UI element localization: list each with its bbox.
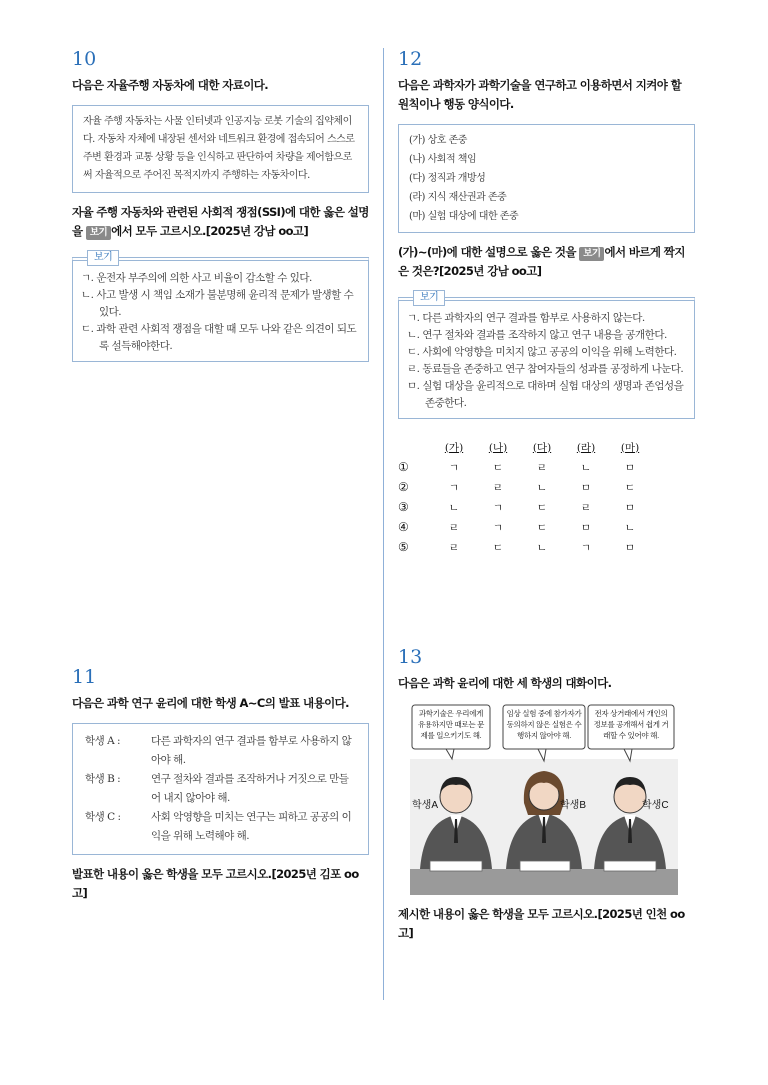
student-name: 학생 B : [85, 773, 121, 785]
choice-number: ④ [398, 520, 409, 534]
choice-cell: ㅁ [624, 501, 636, 514]
option-item: ㄴ. 사고 발생 시 책임 소재가 불분명해 윤리적 문제가 발생할 수 있다. [81, 289, 354, 318]
choice-cell: ㄹ [536, 461, 548, 474]
answer-header: (나) [488, 441, 508, 454]
question-number: 10 [72, 48, 97, 70]
choice-cell: ㅁ [580, 521, 592, 534]
option-item: ㄱ. 다른 과학자의 연구 결과를 함부로 사용하지 않는다. [407, 312, 645, 324]
option-item: ㄹ. 동료들을 존중하고 연구 참여자들의 성과를 공정하게 나눈다. [407, 363, 684, 375]
label-student-b: 학생B [560, 800, 586, 811]
question-text [72, 865, 369, 903]
choice-cell: ㅁ [580, 481, 592, 494]
left-column [72, 48, 369, 372]
students-cartoon [410, 703, 678, 895]
bogi-label: 보기 [87, 250, 119, 266]
choice-cell: ㄹ [448, 521, 460, 534]
choice-cell: ㄴ [536, 541, 548, 554]
option-item: ㅁ. 실험 대상을 윤리적으로 대하며 실험 대상의 생명과 존엄성을 존중한다. [407, 380, 684, 409]
choice-cell: ㄱ [580, 541, 592, 554]
answer-choice[interactable] [398, 477, 652, 497]
question-12 [398, 48, 695, 557]
choice-cell: ㄹ [448, 541, 460, 554]
answer-header: (라) [576, 441, 596, 454]
choice-cell: ㄴ [580, 461, 592, 474]
student-statement [85, 808, 358, 846]
choice-cell: ㄷ [624, 481, 636, 494]
source-label: [2025년 인천 oo고] [398, 907, 685, 940]
choice-cell: ㄱ [492, 501, 504, 514]
question-text-pre: 자율 주행 자동차와 관련된 사회적 쟁점(SSI)에 대한 옳은 설명을 [72, 205, 369, 238]
source-label: [2025년 김포 oo고] [72, 867, 359, 900]
bogi-box [72, 252, 369, 362]
question-text-post: 에서 모두 고르시오. [111, 224, 206, 238]
choice-cell: ㄱ [492, 521, 504, 534]
answer-header: (다) [532, 441, 552, 454]
choice-cell: ㄷ [492, 461, 504, 474]
choice-cell: ㄱ [448, 461, 460, 474]
option-item: ㄷ. 사회에 악영향을 미치지 않고 공공의 이익을 위해 노력한다. [407, 346, 677, 358]
answer-choice[interactable] [398, 497, 652, 517]
student-text: 연구 절차와 결과를 조작하거나 거짓으로 만들어 내지 않아야 해. [151, 773, 349, 804]
choice-cell: ㄴ [536, 481, 548, 494]
option-item: ㄴ. 연구 절차와 결과를 조작하지 않고 연구 내용을 공개한다. [407, 329, 667, 341]
question-prompt: 다음은 과학 연구 윤리에 대한 학생 A~C의 발표 내용이다. [72, 696, 349, 710]
label-student-a: 학생A [412, 800, 438, 811]
question-prompt: 다음은 과학 윤리에 대한 세 학생의 대화이다. [398, 676, 612, 690]
speech-bubble-a: 과학기술은 우리에게 유용하지만 때로는 문제를 일으키기도 해. [417, 709, 485, 740]
question-prompt: 다음은 자율주행 자동차에 대한 자료이다. [72, 78, 269, 92]
answer-header-row [398, 437, 652, 457]
student-text: 다른 과학자의 연구 결과를 함부로 사용하지 않아야 해. [151, 735, 352, 766]
principles-box [398, 124, 695, 233]
question-text [398, 905, 695, 943]
bogi-tag: 보기 [579, 247, 604, 261]
principle-item: (다) 정직과 개방성 [409, 173, 486, 184]
principle-item: (나) 사회적 책임 [409, 154, 477, 165]
question-text-body: 제시한 내용이 옳은 학생을 모두 고르시오. [398, 907, 598, 921]
choice-cell: ㄷ [536, 501, 548, 514]
answer-header: (마) [620, 441, 640, 454]
source-label: [2025년 강남 oo고] [439, 264, 542, 278]
answer-header: (가) [444, 441, 464, 454]
question-text-pre: (가)~(마)에 대한 설명으로 옳은 것을 [398, 245, 580, 259]
student-name: 학생 A : [85, 735, 121, 747]
speech-bubble-b: 임상 실험 중에 참가자가 동의하지 않은 실험은 수행하지 않아야 해. [506, 709, 582, 740]
choice-cell: ㅁ [624, 461, 636, 474]
speech-bubble-c: 전자 상거래에서 개인의 정보를 공개해서 쉽게 거래할 수 있어야 해. [593, 709, 669, 740]
question-number: 12 [398, 48, 423, 70]
question-number: 13 [398, 646, 423, 668]
choice-cell: ㄷ [492, 541, 504, 554]
question-number: 11 [72, 666, 97, 688]
question-text-body: 발표한 내용이 옳은 학생을 모두 고르시오. [72, 867, 272, 881]
choice-cell: ㄹ [580, 501, 592, 514]
presentation-box [72, 723, 369, 855]
bogi-label: 보기 [413, 290, 445, 306]
answer-choice[interactable] [398, 517, 652, 537]
question-prompt: 다음은 과학자가 과학기술을 연구하고 이용하면서 지켜야 할 원칙이나 행동 양식이다. [398, 78, 682, 111]
choice-cell: ㄷ [536, 521, 548, 534]
source-label: [2025년 강남 oo고] [205, 224, 309, 238]
answer-choice[interactable] [398, 537, 652, 557]
question-text [398, 243, 695, 281]
question-text [72, 203, 369, 241]
choice-cell: ㄴ [448, 501, 460, 514]
question-13 [398, 646, 695, 943]
label-student-c: 학생C [642, 800, 669, 811]
question-text-post: 에서 바르게 짝지은 것은? [398, 245, 685, 278]
choice-cell: ㄹ [492, 481, 504, 494]
bogi-tag: 보기 [86, 226, 111, 240]
answer-choice[interactable] [398, 457, 652, 477]
question-10 [72, 48, 369, 362]
option-item: ㄷ. 과학 관련 사회적 쟁점을 대할 때 모두 나와 같은 의견이 되도록 설득해야한다. [81, 323, 357, 352]
passage-box [72, 105, 369, 193]
choice-cell: ㄴ [624, 521, 636, 534]
student-name: 학생 C : [85, 811, 121, 823]
answer-table [398, 437, 652, 557]
choice-number: ③ [398, 500, 409, 514]
option-item: ㄱ. 운전자 부주의에 의한 사고 비율이 감소할 수 있다. [81, 272, 312, 284]
bogi-box [398, 292, 695, 419]
student-text: 사회 악영향을 미치는 연구는 피하고 공공의 이익을 위해 노력해야 해. [151, 811, 352, 842]
choice-number: ① [398, 460, 409, 474]
principle-item: (가) 상호 존중 [409, 135, 467, 146]
principle-item: (라) 지식 재산권과 존중 [409, 192, 507, 203]
choice-number: ② [398, 480, 409, 494]
principle-item: (마) 실험 대상에 대한 존중 [409, 211, 519, 222]
student-statement [85, 732, 358, 770]
choice-cell: ㅁ [624, 541, 636, 554]
passage-text: 자율 주행 자동차는 사물 인터넷과 인공지능 로봇 기술의 집약체이다. 자동차 자체에 내장된 센서와 네트워크 환경에 접속되어 스스로 주변 환경과 교통 상황 등을 인식하고 판단하여 차량을 제어함으로써 자율적으로 주어진 목적지까지 주행하는 자동차이다. [83, 116, 355, 181]
cartoon-illustration [410, 703, 678, 895]
student-statement [85, 770, 358, 808]
column-divider [383, 48, 384, 1000]
choice-cell: ㄱ [448, 481, 460, 494]
choice-number: ⑤ [398, 540, 409, 554]
question-11 [72, 666, 369, 903]
